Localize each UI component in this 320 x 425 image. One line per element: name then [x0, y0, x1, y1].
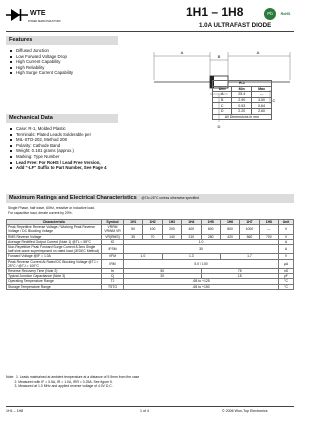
ratings-header-cell: 1H7: [240, 220, 259, 225]
symbol-cell: IRM: [102, 259, 124, 268]
dim-cell: A: [213, 92, 232, 98]
ratings-header-cell: Symbol: [102, 220, 124, 225]
mechanical-item: Marking: Type Number: [6, 154, 166, 160]
value-cell: 280: [201, 234, 220, 239]
ratings-line2: For capacitive load, derate current by 20%.: [8, 211, 73, 215]
symbol-cell: IO: [102, 239, 124, 244]
value-cell: 100: [143, 225, 162, 234]
features-heading: Features: [6, 36, 118, 45]
value-cell: —: [259, 225, 278, 234]
dim-row: [213, 97, 272, 103]
value-cell: 50: [124, 269, 202, 274]
value-cell: 1000: [240, 225, 259, 234]
footer-page: 1 of 4: [140, 409, 149, 413]
logo-text: WTE: [30, 10, 46, 17]
unit-cell: V: [279, 254, 294, 259]
value-cell: 600: [201, 225, 220, 234]
ratings-title-note: @TA=25°C unless otherwise specified: [141, 196, 199, 200]
feature-item: Diffused Junction: [6, 48, 146, 54]
dim-cell: —: [252, 92, 272, 98]
logo-subtext: POWER SEMICONDUCTORS: [28, 20, 61, 23]
value-cell: 70: [143, 234, 162, 239]
feature-item: High Surge Current Capability: [6, 70, 146, 76]
unit-cell: A: [279, 245, 294, 254]
dim-table-title: R-1: [213, 81, 272, 87]
feature-item: Low Forward Voltage Drop: [6, 54, 146, 60]
value-cell: 15: [201, 274, 279, 279]
characteristic-cell: Non-Repetitive Peak Forward Surge Current 8.3ms Single half sine-wave superimposed on rated load (JEDEC Method): [7, 245, 102, 254]
subtitle: 1.0A ULTRAFAST DIODE: [199, 22, 272, 29]
ratings-header-row: [7, 220, 294, 225]
characteristic-cell: Peak Repetitive Reverse Voltage / Working Peak Reverse Voltage / DC Blocking Voltage: [7, 225, 102, 234]
dim-label-d: D: [217, 124, 221, 129]
dim-label-a2: A: [256, 50, 260, 55]
rohs-label: RoHS: [280, 12, 291, 16]
value-cell: 75: [201, 269, 279, 274]
ratings-row: [7, 284, 294, 289]
characteristic-cell: Reverse Recovery Time (Note 2): [7, 269, 102, 274]
dim-row: [213, 103, 272, 109]
ratings-line1: Single Phase, half wave, 60Hz, resistive or inductive load.: [8, 206, 95, 210]
value-cell: 400: [182, 225, 201, 234]
footer-divider: [6, 406, 294, 407]
ratings-header-cell: 1H4: [182, 220, 201, 225]
mechanical-item: Polarity: Cathode Band: [6, 143, 166, 149]
unit-cell: µA: [279, 259, 294, 268]
features-list: [6, 48, 146, 76]
dim-row: [213, 92, 272, 98]
logo: [6, 6, 61, 26]
ratings-header-cell: 1H5: [201, 220, 220, 225]
symbol-cell: IFSM: [102, 245, 124, 254]
dim-cell: 2.90: [232, 97, 252, 103]
dim-cell: D: [213, 108, 232, 114]
value-cell: 200: [162, 225, 181, 234]
dim-label-c: C: [272, 98, 276, 103]
ratings-header-cell: 1H8: [259, 220, 278, 225]
symbol-cell: VRRM VRWM VR: [102, 225, 124, 234]
rohs-badge: [279, 8, 292, 20]
dim-cell: 0.64: [252, 103, 272, 109]
value-cell: 700: [259, 234, 278, 239]
feature-item: High Reliability: [6, 65, 146, 71]
notes: [6, 375, 294, 389]
ratings-header-cell: 1H6: [220, 220, 239, 225]
header-divider: [6, 31, 294, 32]
dim-table-footer: All Dimensions in mm: [213, 114, 272, 120]
ratings-row: [7, 225, 294, 234]
symbol-cell: VFM: [102, 254, 124, 259]
unit-cell: °C: [279, 284, 294, 289]
footer-right: © 2006 Won-Top Electronics: [222, 409, 268, 413]
dim-head-max: Max: [252, 86, 272, 92]
characteristic-cell: Typical Junction Capacitance (Note 3): [7, 274, 102, 279]
ratings-title: Maximum Ratings and Electrical Characteristics: [9, 195, 137, 201]
mechanical-list: [6, 126, 166, 171]
dim-label-b: B: [217, 54, 221, 59]
ratings-header-cell: 1H3: [162, 220, 181, 225]
feature-item: High Current Capability: [6, 59, 146, 65]
ratings-header-cell: 1H2: [143, 220, 162, 225]
ratings-table: [6, 219, 294, 290]
mechanical-item: Case: R-1, Molded Plastic: [6, 126, 166, 132]
symbol-cell: VR(RMS): [102, 234, 124, 239]
ratings-header-cell: Unit: [279, 220, 294, 225]
dim-head-dim: Dim: [213, 86, 232, 92]
note-line: 3. Measured at 1.0 MHz and applied reverse voltage of 4.0V D.C.: [6, 384, 113, 389]
pb-label: Pb: [267, 11, 273, 16]
characteristic-cell: Operating Temperature Range: [7, 279, 102, 284]
symbol-cell: TJ: [102, 279, 124, 284]
dim-cell: 3.50: [252, 97, 272, 103]
unit-cell: pF: [279, 274, 294, 279]
part-title: 1H1 – 1H8: [186, 5, 244, 19]
characteristic-cell: Forward Voltage @IF = 1.0A: [7, 254, 102, 259]
value-cell: 800: [220, 225, 239, 234]
unit-cell: °C: [279, 279, 294, 284]
value-cell: -65 to +150: [124, 284, 279, 289]
value-cell: 560: [240, 234, 259, 239]
value-cell: 1.0: [124, 254, 163, 259]
dimension-table: [212, 80, 272, 120]
value-cell: -65 to +125: [124, 279, 279, 284]
symbol-cell: trr: [102, 269, 124, 274]
dim-head-min: Min: [232, 86, 252, 92]
value-cell: 35: [124, 234, 143, 239]
symbol-cell: TSTG: [102, 284, 124, 289]
characteristic-cell: Storage Temperature Range: [7, 284, 102, 289]
characteristic-cell: RMS Reverse Voltage: [7, 234, 102, 239]
characteristic-cell: Average Rectified Output Current (Note 1) @TL = 55°C: [7, 239, 102, 244]
mechanical-heading: Mechanical Data: [6, 114, 118, 123]
mechanical-item: Terminals: Plated Leads Solderable per: [6, 132, 166, 138]
value-cell: 140: [162, 234, 181, 239]
dim-label-a1: A: [180, 50, 184, 55]
value-cell: 5.0 / 100: [124, 259, 279, 268]
unit-cell: nS: [279, 269, 294, 274]
dim-row: [213, 108, 272, 114]
ratings-row: [7, 245, 294, 254]
mechanical-item: MIL-STD-202, Method 208: [6, 137, 166, 143]
value-cell: 1.3: [162, 254, 220, 259]
ratings-row: [7, 259, 294, 268]
symbol-cell: Cj: [102, 274, 124, 279]
unit-cell: A: [279, 239, 294, 244]
value-cell: 1.0: [124, 239, 279, 244]
ratings-header-cell: 1H1: [124, 220, 143, 225]
value-cell: 1.7: [220, 254, 278, 259]
value-cell: 50: [124, 225, 143, 234]
note-line: 2. Measured with IF = 0.5A, IR = 1.0A, IRR = 0.25A. See figure 5.: [6, 379, 113, 384]
footer-left: 1H1 – 1H8: [6, 409, 24, 413]
value-cell: 30: [124, 245, 279, 254]
mechanical-item: Lead Free: For RoHS / Lead Free Version,: [6, 160, 166, 166]
dim-cell: B: [213, 97, 232, 103]
diode-logo-icon: [6, 8, 28, 22]
characteristic-cell: Peak Reverse Current At Rated DC Blocking Voltage @TJ = 25°C / @TJ = 100°C: [7, 259, 102, 268]
dim-cell: C: [213, 103, 232, 109]
mechanical-item: Weight: 0.181 grams (approx.): [6, 148, 166, 154]
note-line: Note: 1. Leads maintained at ambient temperature at a distance of 9.5mm from the case: [6, 375, 140, 379]
dim-cell: 2.20: [232, 108, 252, 114]
pb-free-badge: [264, 8, 276, 20]
unit-cell: V: [279, 225, 294, 234]
dim-cell: 25.4: [232, 92, 252, 98]
dim-cell: 0.53: [232, 103, 252, 109]
ratings-header-cell: Characteristic: [7, 220, 102, 225]
dim-cell: 2.60: [252, 108, 272, 114]
value-cell: 20: [124, 274, 202, 279]
unit-cell: V: [279, 234, 294, 239]
mechanical-item: Add "-LF" Suffix to Part Number, See Page 4: [6, 165, 166, 171]
ratings-heading: [6, 194, 294, 203]
value-cell: 210: [182, 234, 201, 239]
value-cell: 420: [220, 234, 239, 239]
